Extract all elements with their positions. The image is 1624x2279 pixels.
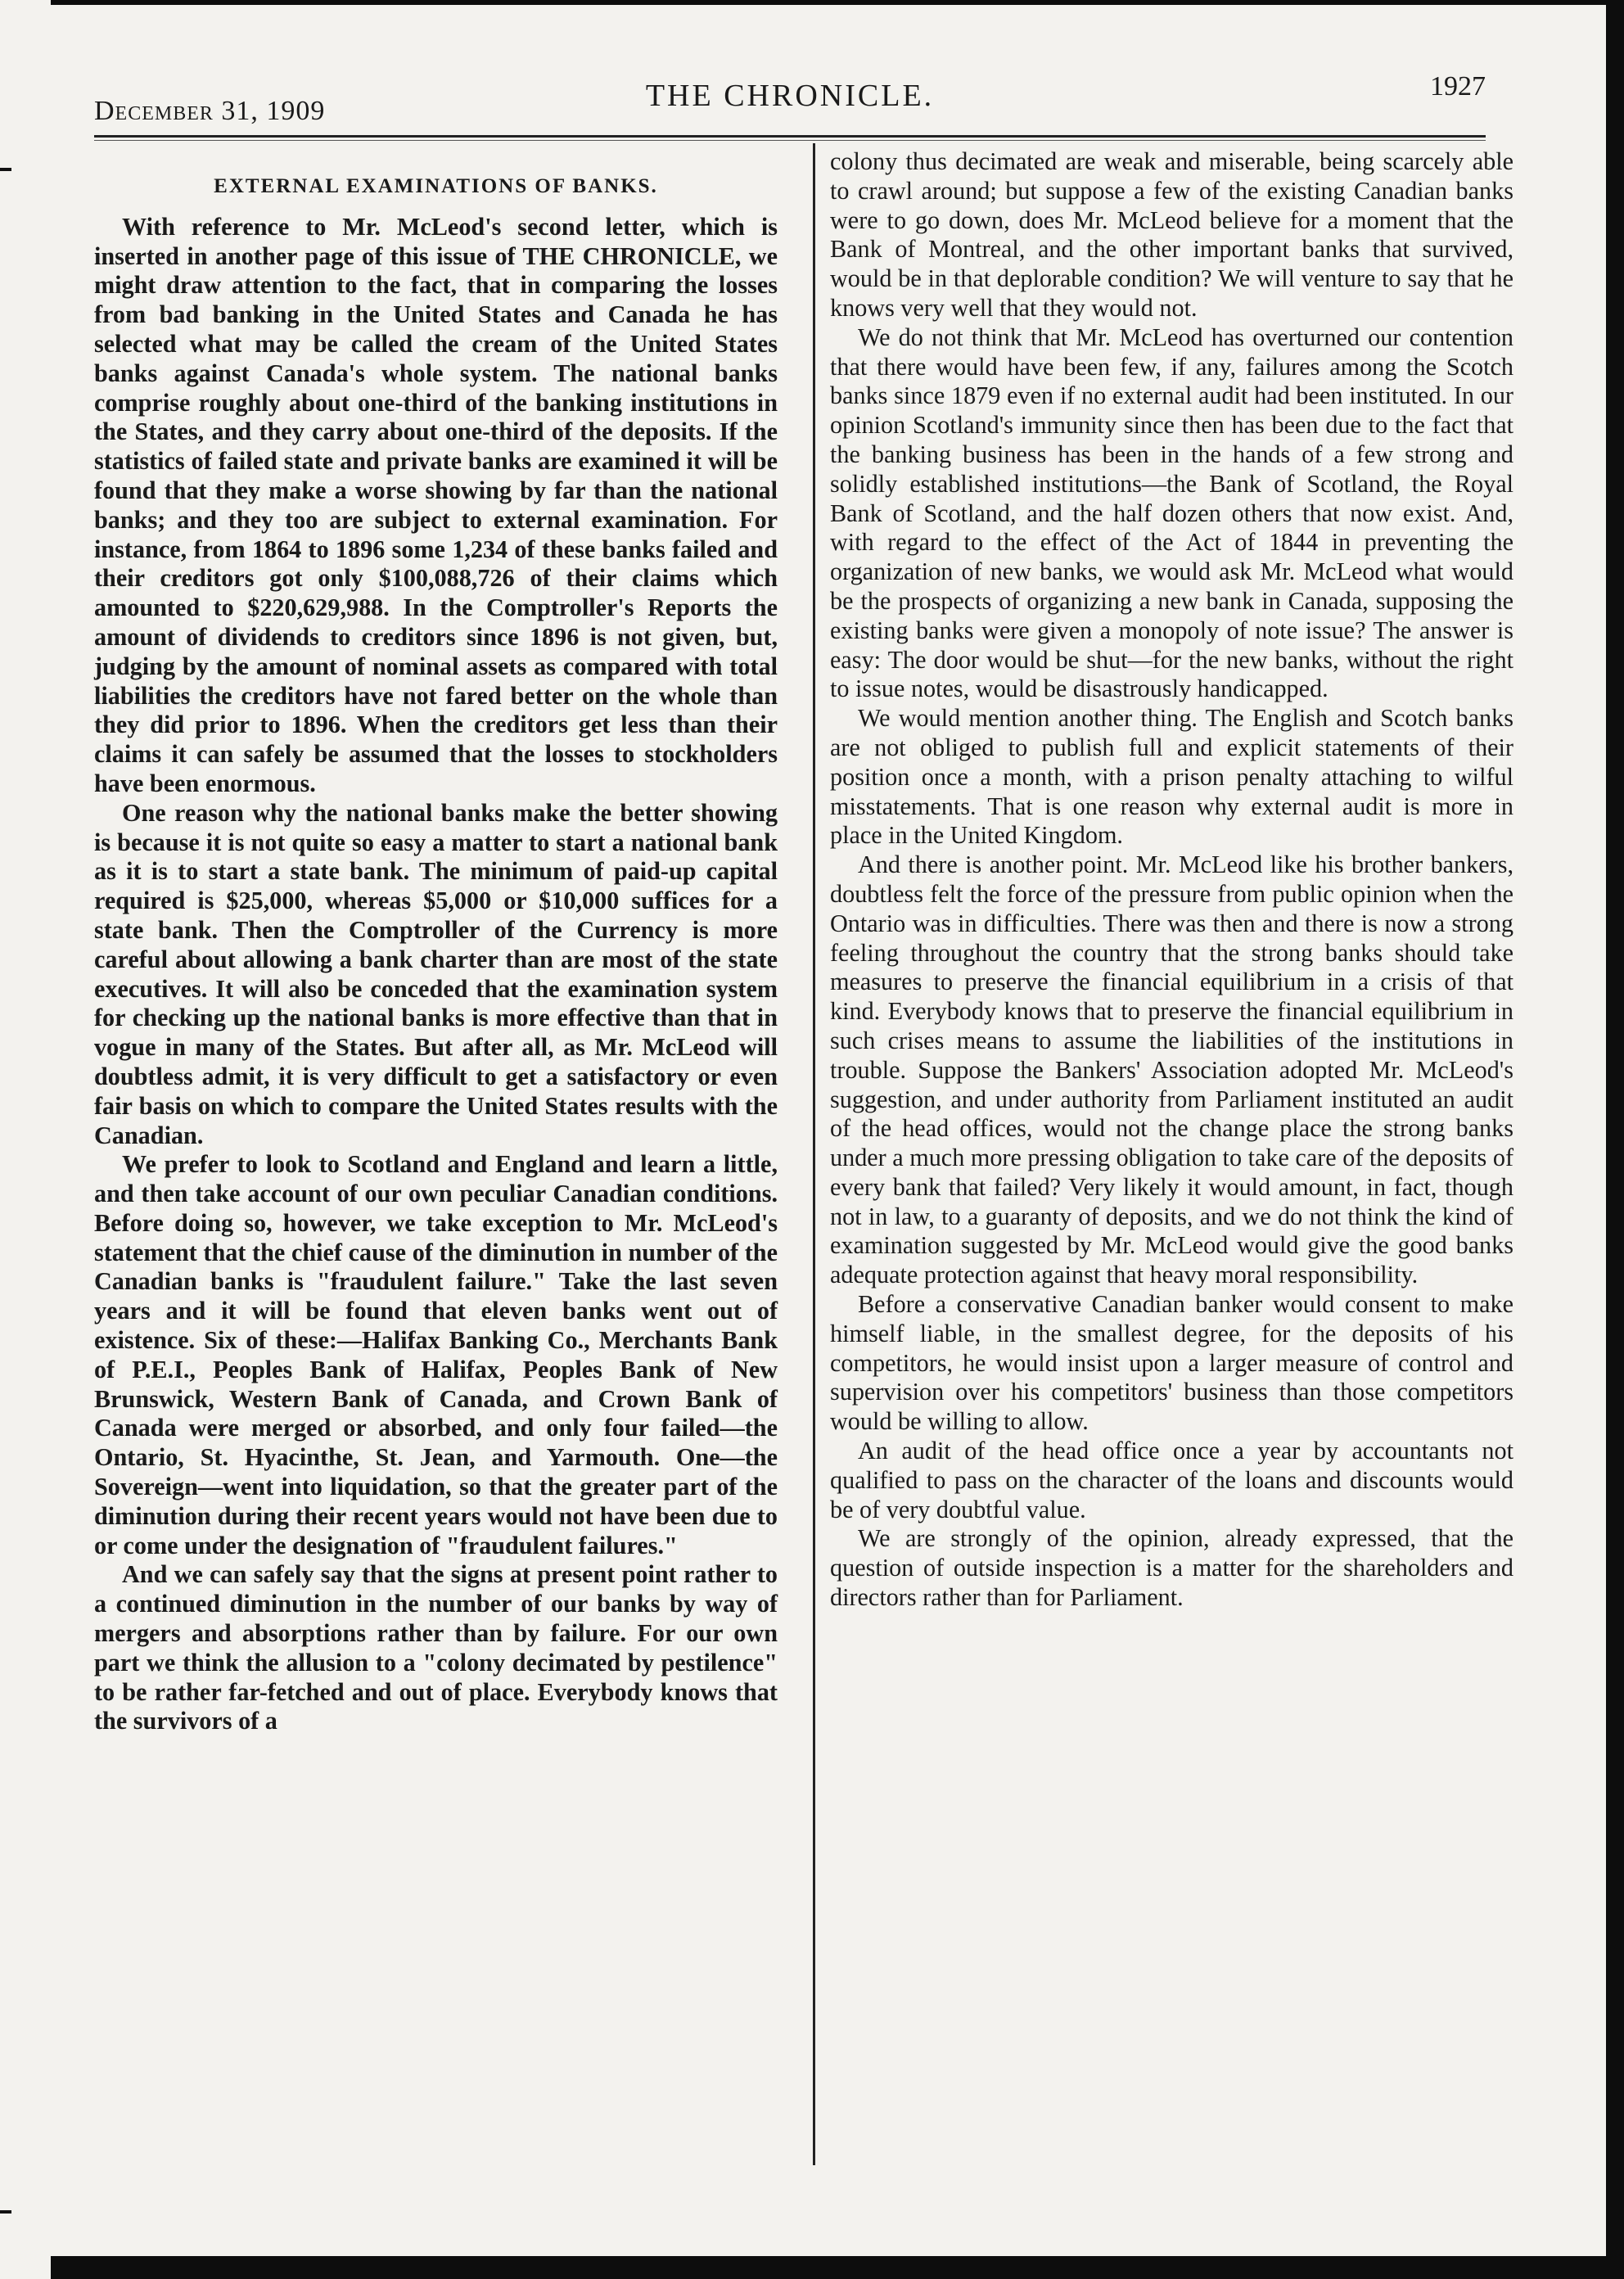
paragraph: And we can safely say that the signs at present point rather to a continued diminution in the number of our banks by way of mergers and absorptions rather than by failure. For our own part we think the allusion to a "colony decimated by pestilence" to be rather far-fetched and out of place. Everybody knows that the survivors of a (94, 1560, 778, 1735)
article-heading: EXTERNAL EXAMINATIONS OF BANKS. (214, 175, 658, 197)
publication-title: THE CHRONICLE. (645, 79, 935, 113)
issue-date: December 31, 1909 (94, 96, 326, 126)
paragraph: We are strongly of the opinion, already expressed, that the question of outside inspection is a matter for the shareholders and directors rather than for Parliament. (830, 1524, 1513, 1612)
paragraph: We prefer to look to Scotland and England and learn a little, and then take account of our own peculiar Canadian conditions. Before doing so, however, we take exception to Mr. McLeod's statement that the chief cause of the diminution in number of the Canadian banks is "fraudulent failure." Take the last seven years and it will be found that eleven banks went out of existence. Six of these:—Halifax Banking Co., Merchants Bank of P.E.I., Peoples Bank of Halifax, Peoples Bank of New Brunswick, Western Bank of Canada, and Crown Bank of Canada were merged or absorbed, and only four failed—the Ontario, St. Hyacinthe, St. Jean, and Yarmouth. One—the Sovereign—went into liquidation, so that the greater part of the diminution during their recent years would not have been due to or come under the designation of "fraudulent failures." (94, 1150, 778, 1559)
edge-mark (0, 168, 11, 171)
paragraph: Before a conservative Canadian banker would consent to make himself liable, in the smallest degree, for the deposits of his competitors, he would insist upon a larger measure of control and supervision over his competitors' business than those competitors would be willing to allow. (830, 1290, 1513, 1436)
paragraph: colony thus decimated are weak and miserable, being scarcely able to crawl around; but suppose a few of the existing Canadian banks were to go down, does Mr. McLeod believe for a moment that the Bank of Montreal, and the other important banks that survived, would be in that deplorable condition? We will venture to say that he knows very well that they would not. (830, 147, 1513, 322)
left-column (94, 164, 778, 1736)
paragraph: And there is another point. Mr. McLeod like his brother bankers, doubtless felt the force of the pressure from public opinion when the Ontario was in difficulties. There was then and there is now a strong feeling throughout the country that the strong banks should take measures to preserve the financial equilibrium in a crisis of that kind. Everybody knows that to preserve the financial equilibrium in such crises means to assume the liabilities of the institutions in trouble. Suppose the Bankers' Association adopted Mr. McLeod's suggestion, and under authority from Parliament instituted an audit of the head offices, would not the change place the strong banks under a much more pressing obligation to take care of the deposits of every bank that failed? Very likely it would amount, in fact, though not in law, to a guaranty of deposits, and we do not think the kind of examination suggested by Mr. McLeod would give the good banks adequate protection against that heavy moral responsibility. (830, 851, 1513, 1289)
page-number: 1927 (1430, 71, 1486, 102)
paragraph: An audit of the head office once a year by accountants not qualified to pass on the character of the loans and discounts would be of very doubtful value. (830, 1437, 1513, 1523)
paragraph: One reason why the national banks make the better showing is because it is not quite so easy a matter to start a national bank as it is to start a state bank. The minimum of paid-up capital required is $25,000, whereas $5,000 or $10,000 suffices for a state bank. Then the Comptroller of the Currency is more careful about allowing a bank charter than are most of the state executives. It will also be conceded that the examination system for checking up the national banks is more effective than that in vogue in many of the States. But after all, as Mr. McLeod will doubtless admit, it is very difficult to get a satisfactory or even fair basis on which to compare the United States results with the Canadian. (94, 798, 778, 1149)
edge-mark (0, 2210, 11, 2214)
paragraph: With reference to Mr. McLeod's second letter, which is inserted in another page of this issue of THE CHRONICLE, we might draw attention to the fact, that in comparing the losses from bad banking in the United States and Canada he has selected what may be called the cream of the United States banks against Canada's whole system. The national banks comprise roughly about one-third of the banking institutions in the States, and they carry about one-third of the deposits. If the statistics of failed state and private banks are examined it will be found that they make a worse showing by far than the national banks; and they too are subject to external examination. For instance, from 1864 to 1896 some 1,234 of these banks failed and their creditors got only $100,088,726 of their claims which amounted to $220,629,988. In the Comptroller's Reports the amount of dividends to creditors since 1896 is not given, but, judging by the amount of nominal assets as compared with total liabilities the creditors have not fared better on the whole than they did prior to 1896. When the creditors get less than their claims it can safely be assumed that the losses to stockholders have been enormous. (94, 212, 778, 797)
right-column (830, 147, 1513, 1613)
paragraph: We would mention another thing. The English and Scotch banks are not obliged to publish full and explicit statements of their position once a month, with a prison penalty attaching to wilful misstatements. That is one reason why external audit is more in place in the United Kingdom. (830, 704, 1513, 850)
paragraph: We do not think that Mr. McLeod has overturned our contention that there would have been few, if any, failures among the Scotch banks since 1879 even if no external audit had been instituted. In our opinion Scotland's immunity since then has been due to the fact that the banking business has been in the hands of a few strong and solidly established institutions—the Bank of Scotland, the Royal Bank of Scotland, and the half dozen others that now exist. And, with regard to the effect of the Act of 1844 in preventing the organization of new banks, we would ask Mr. McLeod what would be the prospects of organizing a new bank in Canada, supposing the existing banks were given a monopoly of note issue? The answer is easy: The door would be shut—for the new banks, without the right to issue notes, would be disastrously handicapped. (830, 323, 1513, 703)
page-left-edge (0, 0, 51, 2279)
header-rule (94, 135, 1486, 141)
column-divider (813, 143, 815, 2165)
running-header (94, 71, 1486, 135)
